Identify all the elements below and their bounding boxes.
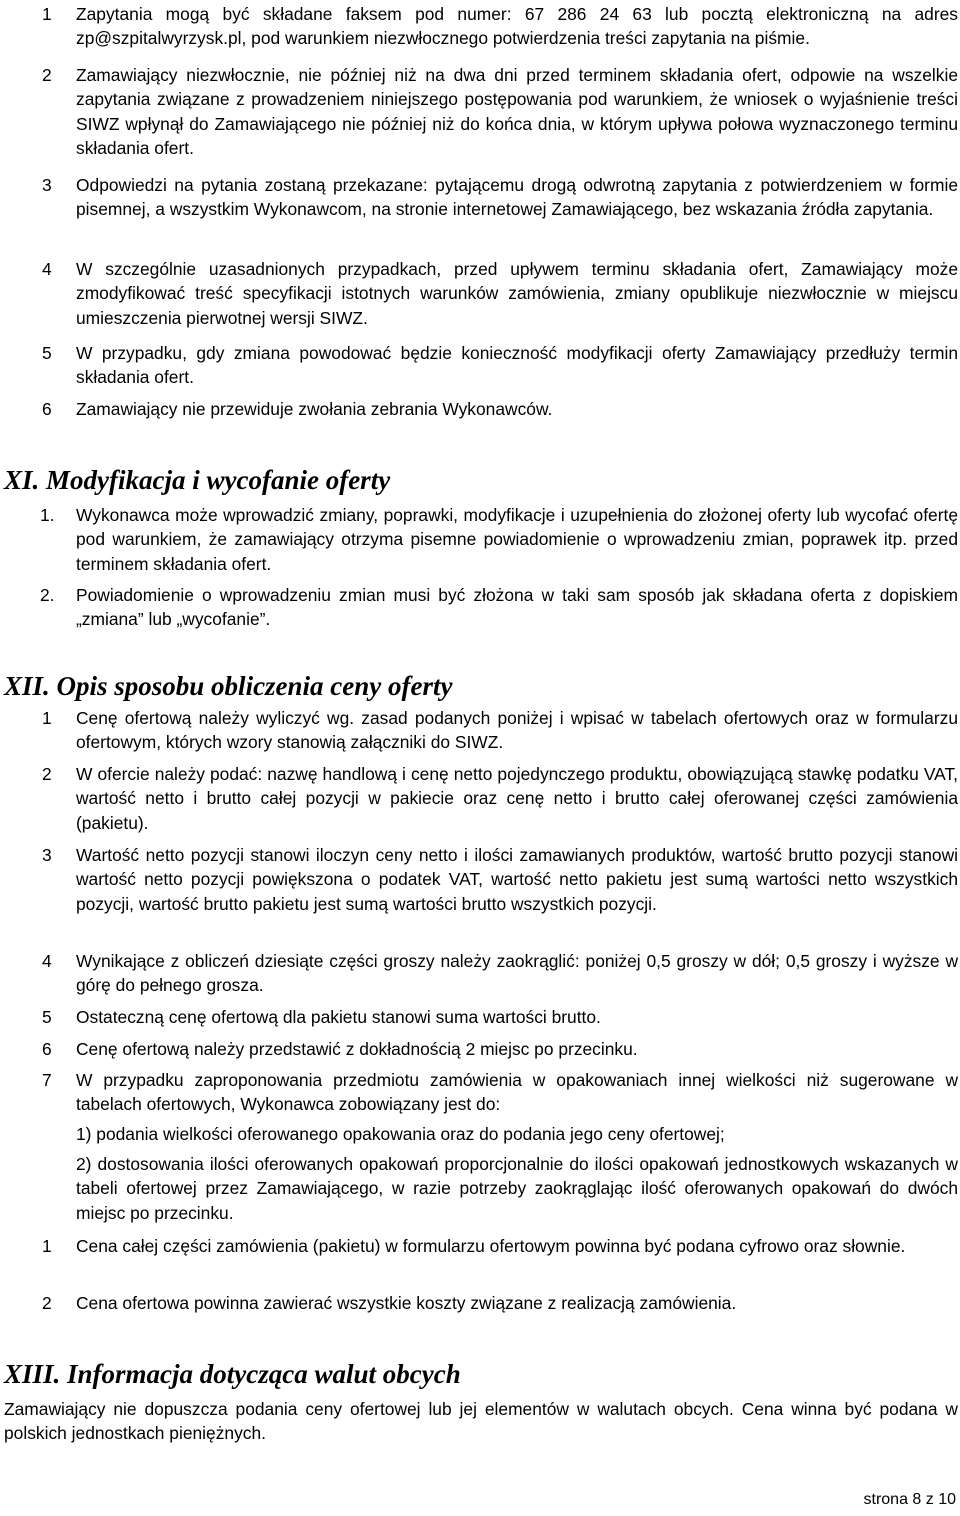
- list-item: [0, 1234, 960, 1291]
- item-number: 6: [42, 399, 52, 419]
- list-item: [0, 341, 960, 397]
- list-item: [0, 1037, 960, 1068]
- sub-list-item: 2) dostosowania ilości oferowanych opakowań proporcjonalnie do ilości opakowań jednostkowych wskazanych w tabeli ofertowej przez Zamawiającego, w razie potrzeby zaokrąglając ilość oferowanych opakowań do dwóch miejsc po przecinku.: [76, 1154, 958, 1223]
- list-item: [0, 949, 960, 1005]
- section-heading: XI. Modyfikacja i wycofanie oferty: [4, 465, 391, 495]
- sub-list-item: 1) podania wielkości oferowanego opakowania oraz do podania jego ceny ofertowej;: [76, 1124, 725, 1144]
- item-number: 1.: [40, 505, 55, 525]
- item-text: Cenę ofertową należy wyliczyć wg. zasad podanych poniżej i wpisać w tabelach ofertowych oraz w formularzu ofertowym, których wzory stanowią załączniki do SIWZ.: [76, 708, 958, 753]
- list-item: [0, 1068, 960, 1122]
- paragraph: Zamawiający nie dopuszcza podania ceny ofertowej lub jej elementów w walutach obcych. Cena winna być podana w polskich jednostkach pieniężnych.: [4, 1399, 958, 1444]
- item-number: 1: [42, 708, 52, 728]
- item-text: W przypadku zaproponowania przedmiotu zamówienia w opakowaniach innej wielkości niż sugerowane w tabelach ofertowych, Wykonawca zobowiązany jest do:: [76, 1070, 958, 1115]
- item-number: 2: [42, 764, 52, 784]
- item-text: Zamawiający nie przewiduje zwołania zebrania Wykonawców.: [76, 399, 553, 419]
- item-number: 2: [42, 65, 52, 85]
- item-number: 5: [42, 343, 52, 363]
- item-text: W ofercie należy podać: nazwę handlową i cenę netto pojedynczego produktu, obowiązującą stawkę podatku VAT, wartość netto i brutto całej pozycji w pakiecie oraz cenę netto i brutto całej oferowanej części zamówienia (pakietu).: [76, 764, 958, 833]
- item-text: Odpowiedzi na pytania zostaną przekazane: pytającemu drogą odwrotną zapytania z potwierdzeniem w formie pisemnej, a wszystkim Wykonawcom, na stronie internetowej Zamawiającego, bez wskazania źródła zapytania.: [76, 175, 958, 220]
- list-item: [0, 706, 960, 762]
- item-text: W szczególnie uzasadnionych przypadkach, przed upływem terminu składania ofert, Zamawiający może zmodyfikować treść specyfikacji istotnych warunków zamówienia, zmiany opublikuje niezwłocznie w miejscu umieszczenia pierwotnej wersji SIWZ.: [76, 259, 958, 328]
- item-number: 6: [42, 1039, 52, 1059]
- item-text: Zamawiający niezwłocznie, nie później niż na dwa dni przed terminem składania ofert, odpowie na wszelkie zapytania związane z prowadzeniem niniejszego postępowania pod warunkiem, że wniosek o wyjaśnienie treści SIWZ wpłynął do Zamawiającego nie później niż do końca dnia, w którym upływa połowa wyznaczonego terminu składania ofert.: [76, 65, 958, 159]
- list-item: [0, 63, 960, 173]
- list-item: [0, 397, 960, 427]
- item-text: Wykonawca może wprowadzić zmiany, poprawki, modyfikacje i uzupełnienia do złożonej oferty lub wycofać ofertę pod warunkiem, że zamawiający otrzyma pisemne powiadomienie o wprowadzeniu zmian, poprawek itp. przed terminem składania ofert.: [76, 505, 958, 574]
- item-text: W przypadku, gdy zmiana powodować będzie konieczność modyfikacji oferty Zamawiający przedłuży termin składania ofert.: [76, 343, 958, 388]
- item-number: 4: [42, 951, 52, 971]
- item-text: Cenę ofertową należy przedstawić z dokładnością 2 miejsc po przecinku.: [76, 1039, 638, 1059]
- item-number: 3: [42, 175, 52, 195]
- item-number: 3: [42, 845, 52, 865]
- section-10-list: [0, 2, 960, 427]
- section-12-list: [0, 706, 960, 1321]
- page-number: strona 8 z 10: [863, 1491, 956, 1508]
- item-text: Cena ofertowa powinna zawierać wszystkie koszty związane z realizacją zamówienia.: [76, 1293, 737, 1313]
- item-number: 2: [42, 1293, 52, 1313]
- item-number: 1: [42, 4, 52, 24]
- section-heading: XIII. Informacja dotycząca walut obcych: [4, 1359, 461, 1389]
- item-text: Powiadomienie o wprowadzeniu zmian musi być złożona w taki sam sposób jak składana oferta z dopiskiem „zmiana” lub „wycofanie”.: [76, 585, 958, 630]
- list-item: [0, 1005, 960, 1037]
- item-number: 7: [42, 1070, 52, 1090]
- item-number: 4: [42, 259, 52, 279]
- list-item: [0, 1291, 960, 1321]
- item-text: Cena całej części zamówienia (pakietu) w formularzu ofertowym powinna być podana cyfrowo oraz słownie.: [76, 1236, 906, 1256]
- list-item: [0, 173, 960, 257]
- item-number: 2.: [40, 585, 55, 605]
- section-11-list: [0, 503, 960, 639]
- list-item: [0, 2, 960, 63]
- list-item: [0, 257, 960, 341]
- item-text: Wynikające z obliczeń dziesiąte części groszy należy zaokrąglić: poniżej 0,5 groszy w dół; 0,5 groszy i wyższe w górę do pełnego grosza.: [76, 951, 958, 996]
- item-text: Wartość netto pozycji stanowi iloczyn ceny netto i ilości zamawianych produktów, wartość brutto pozycji stanowi wartość netto pozycji powiększona o podatek VAT, wartość netto pakietu jest sumą wartości netto wszystkich pozycji, wartość brutto pakietu jest sumą wartości brutto wszystkich pozycji.: [76, 845, 958, 914]
- list-item: [0, 762, 960, 843]
- item-number: 1: [42, 1236, 52, 1256]
- list-item: [0, 503, 960, 583]
- list-item: [0, 583, 960, 639]
- item-text: Zapytania mogą być składane faksem pod numer: 67 286 24 63 lub pocztą elektroniczną na adres zp@szpitalwyrzysk.pl, pod warunkiem niezwłocznego potwierdzenia treści zapytania na piśmie.: [76, 4, 958, 49]
- item-number: 5: [42, 1007, 52, 1027]
- list-item: [0, 843, 960, 949]
- item-text: Ostateczną cenę ofertową dla pakietu stanowi suma wartości brutto.: [76, 1007, 601, 1027]
- section-heading: XII. Opis sposobu obliczenia ceny oferty: [4, 671, 453, 701]
